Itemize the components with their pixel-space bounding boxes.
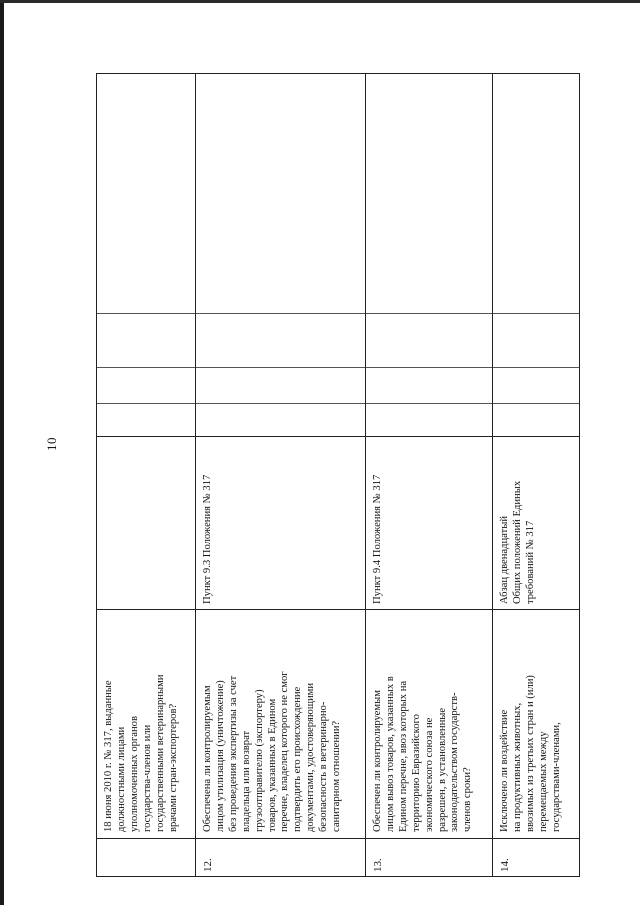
question-text: Обеспечена ли контролируемым лицом утилизация (уничтожение) без проведения экспертизы за счет владельца или возврат грузоотправителю (экспортеру) товаров, указанных в Едином перечне, владелец которого не смог подтвердить его происхождение документами, удостоверяющими безопасность в ветеринарно- санитарном отношении? [202, 671, 343, 832]
question-text: Обеспечен ли контролируемым лицом вывоз товаров, указанных в Едином перечне, ввоз которых на территорию Евразийского экономического союза не разрешен, в установленные законодательством государств- членов сроки? [372, 676, 474, 832]
column-divider [96, 367, 580, 368]
row-number: 13. [372, 858, 384, 872]
column-divider [96, 838, 580, 839]
row-number: 12. [202, 858, 214, 872]
table-right-border [579, 73, 580, 876]
row-divider [195, 73, 196, 876]
reference-text: Пункт 9.3 Положения № 317 [202, 474, 213, 604]
reference-cell [499, 439, 559, 604]
column-divider [96, 609, 580, 610]
question-cell [103, 614, 193, 832]
page-number: 10 [44, 437, 59, 451]
row-number: 14. [499, 858, 511, 872]
column-divider [96, 313, 580, 314]
question-cell [202, 612, 362, 832]
question-cell [372, 612, 490, 832]
row-divider [365, 73, 366, 876]
table-left-border [96, 73, 97, 876]
reference-text: Абзац двенадцатый Общих положений Единых требований № 317 [499, 480, 536, 604]
scan-edge-top [0, 0, 640, 3]
table-bottom-border [96, 876, 580, 877]
column-divider [96, 436, 580, 437]
reference-cell [372, 439, 412, 604]
question-text: Исключено ли воздействие на продуктивных животных, ввозимых из третьих стран и (или) перемещаемых между государствами-членами, [499, 675, 562, 832]
scan-edge-left [0, 0, 4, 905]
question-cell [499, 612, 579, 832]
table-top-border [96, 73, 580, 74]
question-text: 18 июня 2010 г. № 317, выданные должностными лицами уполномоченных органов государства-членов или государственными ветеринарными врачами стран-экспортеров? [103, 674, 179, 832]
column-divider [96, 403, 580, 404]
row-divider [492, 73, 493, 876]
reference-text: Пункт 9.4 Положения № 317 [372, 474, 383, 604]
reference-cell [202, 439, 242, 604]
